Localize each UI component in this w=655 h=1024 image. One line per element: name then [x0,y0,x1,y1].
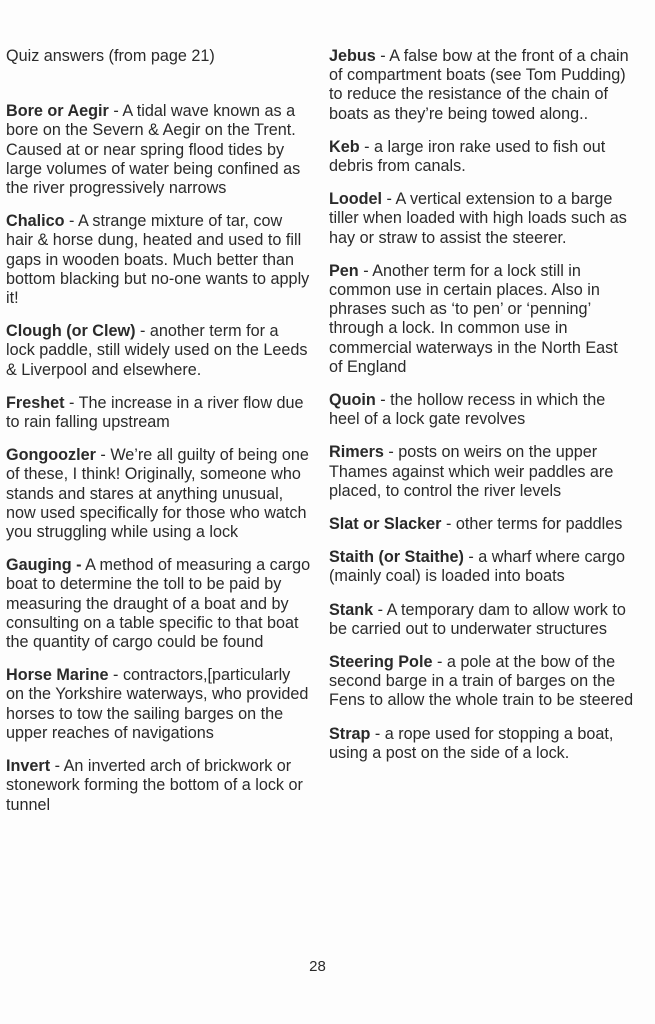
glossary-definition: - contractors,[particularly on the Yorkshire waterways, who provided horses to tow the sailing barges on the upper reaches of navigations [6,666,309,742]
glossary-definition: - the hollow recess in which the heel of a lock gate revolves [329,391,606,429]
glossary-definition: - A false bow at the front of a chain of compartment boats (see Tom Pudding) to reduce the resistance of the chain of boats as they’re being towed along.. [329,47,629,123]
glossary-term: Slat or Slacker [329,515,442,534]
glossary-term: Strap [329,724,371,743]
glossary-term: Rimers [329,443,384,462]
glossary-term: Pen [329,261,359,280]
glossary-term: Staith (or Staithe) [329,548,464,567]
glossary-entry [6,666,311,743]
glossary-entry [329,391,634,429]
glossary-term: Invert [6,757,51,776]
glossary-definition: - A strange mixture of tar, cow hair & horse dung, heated and used to fill gaps in wooden boats. Much better than bottom blacking but no-one wants to apply it! [6,212,310,308]
glossary-term: Keb [329,137,360,156]
glossary-entry [6,394,311,432]
glossary-definition: - The increase in a river flow due to rain falling upstream [6,393,304,432]
page-heading: Quiz answers (from page 21) [6,47,215,65]
left-entries [6,102,311,815]
glossary-definition: - posts on weirs on the upper Thames against which weir paddles are placed, to control the river levels [329,443,614,500]
glossary-definition: - A tidal wave known as a bore on the Severn & Aegir on the Trent. Caused at or near spring flood tides by large volumes of water being confined as the river progressively narrows [6,102,301,198]
glossary-definition: - A vertical extension to a barge tiller when loaded with high loads such as hay or straw to assist the steerer. [329,190,627,247]
right-entries [329,47,634,763]
glossary-entry [329,601,634,639]
glossary-entry [6,102,311,198]
glossary-entry [329,190,634,248]
glossary-term: Freshet [6,393,65,412]
glossary-entry [6,322,311,380]
glossary-term: Horse Marine [6,666,109,685]
glossary-entry [329,515,634,534]
glossary-term: Loodel [329,190,383,209]
glossary-term: Stank [329,600,374,619]
glossary-entry [329,548,634,586]
glossary-term: Clough (or Clew) [6,322,136,341]
glossary-definition: A method of measuring a cargo boat to determine the toll to be paid by measuring the draught of a boat and by consulting on a table specific to that boat the quantity of cargo could be found [6,556,311,652]
glossary-definition: - a wharf where cargo (mainly coal) is loaded into boats [329,548,625,586]
glossary-entry [6,556,311,652]
glossary-entry [329,443,634,501]
glossary-term: Quoin [329,391,376,410]
right-column [329,47,634,777]
glossary-entry [329,47,634,124]
glossary-term: Bore or Aegir [6,102,109,121]
glossary-entry [6,446,311,542]
glossary-term: Chalico [6,212,65,231]
glossary-definition: - An inverted arch of brickwork or stonework forming the bottom of a lock or tunnel [6,757,303,814]
glossary-entry [6,757,311,815]
glossary-entry [6,212,311,308]
glossary-term: Gauging - [6,556,82,575]
glossary-definition: - a pole at the bow of the second barge in a train of barges on the Fens to allow the whole train to be steered [329,653,634,710]
glossary-entry [329,262,634,377]
glossary-definition: - We’re all guilty of being one of these, I think! Originally, someone who stands and stares at anything unusual, now used specifically for those who watch you struggling while using a lock [6,446,309,542]
glossary-term: Jebus [329,47,376,65]
left-column [6,47,311,829]
glossary-definition: - a rope used for stopping a boat, using a post on the side of a lock. [329,724,614,762]
glossary-entry [329,653,634,711]
glossary-definition: - a large iron rake used to fish out debris from canals. [329,137,606,176]
glossary-entry [329,138,634,176]
glossary-term: Steering Pole [329,653,433,672]
glossary-definition: - A temporary dam to allow work to be carried out to underwater structures [329,600,626,638]
glossary-entry [329,725,634,763]
glossary-definition: - another term for a lock paddle, still widely used on the Leeds & Liverpool and elsewhere. [6,322,308,379]
glossary-term: Gongoozler [6,446,96,465]
glossary-definition: - other terms for paddles [441,515,623,534]
page-number: 28 [309,958,326,975]
glossary-definition: - Another term for a lock still in common use in certain places. Also in phrases such as ‘to pen’ or ‘penning’ through a lock. In common use in commercial waterways in the North East of England [329,261,618,376]
